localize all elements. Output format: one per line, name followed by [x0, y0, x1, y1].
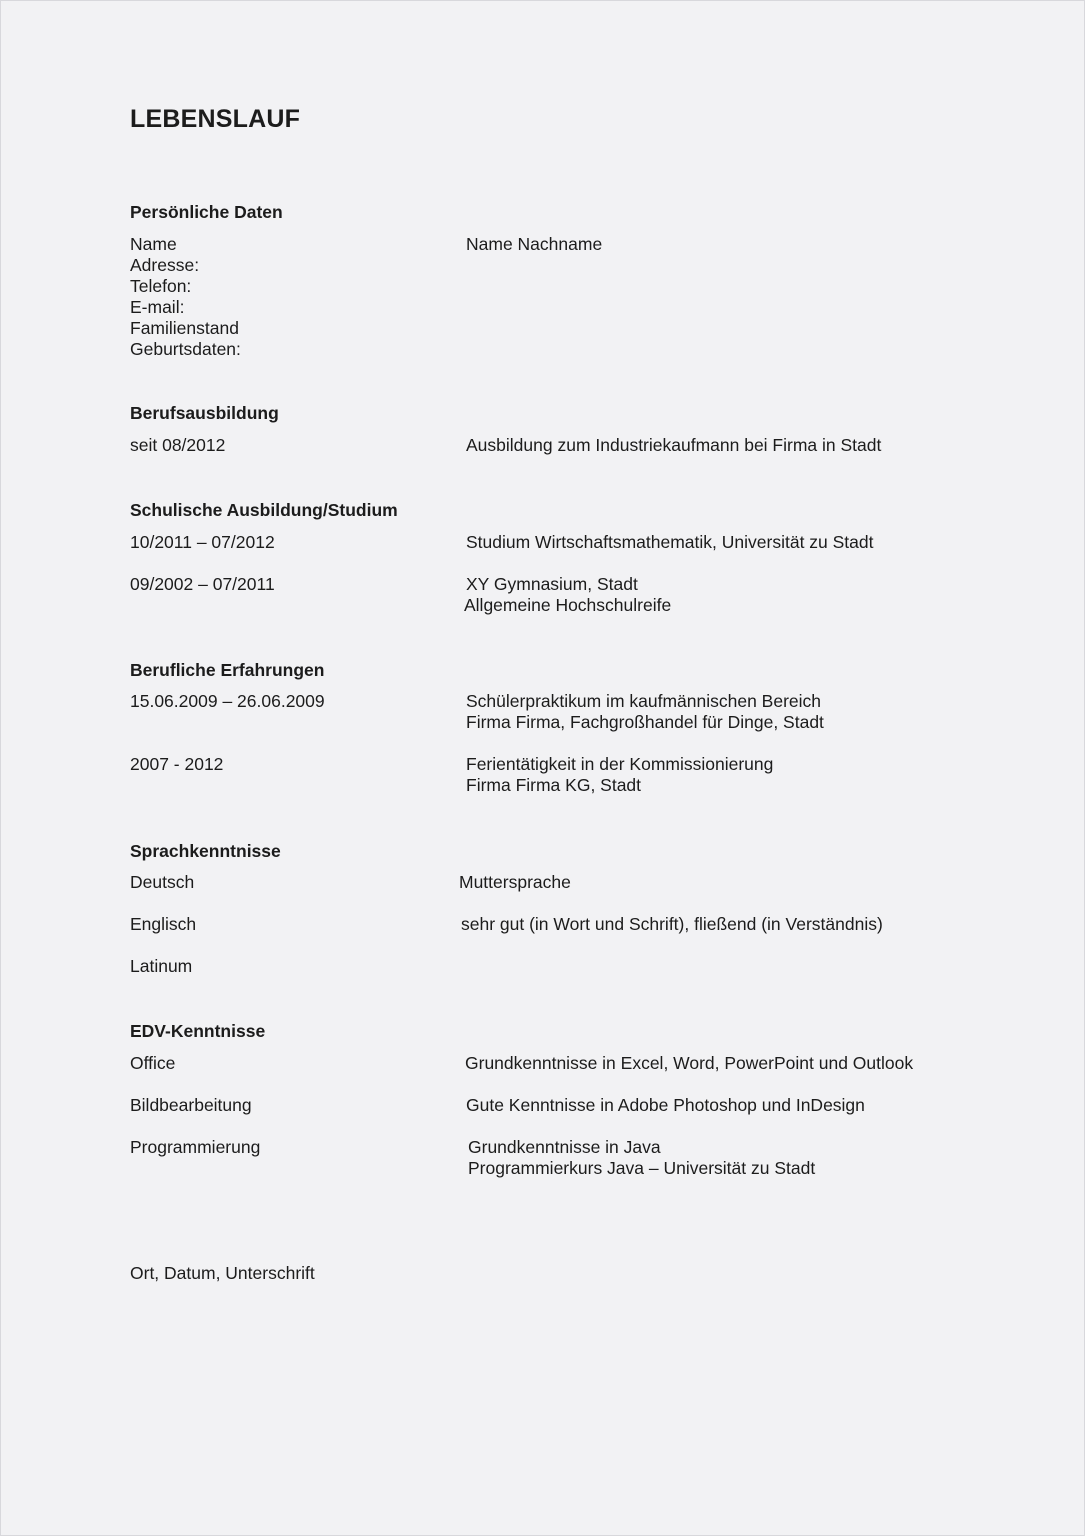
vocational-date: seit 08/2012: [130, 435, 226, 455]
experience-desc: Ferientätigkeit in der Kommissionierung: [466, 754, 774, 774]
section-heading-personal: Persönliche Daten: [130, 202, 283, 222]
skill-desc: Grundkenntnisse in Excel, Word, PowerPoint und Outlook: [465, 1053, 914, 1073]
education-date: 09/2002 – 07/2011: [130, 574, 275, 594]
education-desc-line2: Allgemeine Hochschulreife: [464, 595, 672, 615]
section-heading-education: Schulische Ausbildung/Studium: [130, 500, 398, 520]
skill-desc: Grundkenntnisse in Java: [468, 1137, 661, 1157]
experience-date: 2007 - 2012: [130, 754, 224, 774]
education-desc: XY Gymnasium, Stadt: [466, 574, 638, 594]
value-name: Name Nachname: [466, 234, 603, 254]
section-heading-vocational: Berufsausbildung: [130, 403, 279, 423]
skill-label: Programmierung: [130, 1137, 261, 1157]
language-label: Deutsch: [130, 872, 195, 892]
language-level: Muttersprache: [459, 872, 571, 892]
label-birth-data: Geburtsdaten:: [130, 339, 241, 359]
label-email: E-mail:: [130, 297, 185, 317]
skill-desc-line2: Programmierkurs Java – Universität zu Stadt: [468, 1158, 816, 1178]
skill-desc: Gute Kenntnisse in Adobe Photoshop und InDesign: [466, 1095, 865, 1115]
skill-label: Bildbearbeitung: [130, 1095, 252, 1115]
label-address: Adresse:: [130, 255, 200, 275]
vocational-desc: Ausbildung zum Industriekaufmann bei Firma in Stadt: [466, 435, 882, 455]
section-heading-experience: Berufliche Erfahrungen: [130, 660, 325, 680]
language-level: sehr gut (in Wort und Schrift), fließend (in Verständnis): [461, 914, 883, 934]
language-label: Latinum: [130, 956, 193, 976]
education-date: 10/2011 – 07/2012: [130, 532, 275, 552]
page-title: LEBENSLAUF: [130, 105, 301, 133]
label-phone: Telefon:: [130, 276, 192, 296]
experience-desc-line2: Firma Firma KG, Stadt: [466, 775, 642, 795]
section-heading-languages: Sprachkenntnisse: [130, 841, 281, 861]
signature-line: Ort, Datum, Unterschrift: [130, 1263, 315, 1283]
section-heading-it-skills: EDV-Kenntnisse: [130, 1021, 266, 1041]
experience-date: 15.06.2009 – 26.06.2009: [130, 691, 325, 711]
language-label: Englisch: [130, 914, 197, 934]
skill-label: Office: [130, 1053, 176, 1073]
label-name: Name: [130, 234, 177, 254]
experience-desc-line2: Firma Firma, Fachgroßhandel für Dinge, Stadt: [466, 712, 824, 732]
label-marital-status: Familienstand: [130, 318, 239, 338]
education-desc: Studium Wirtschaftsmathematik, Universität zu Stadt: [466, 532, 874, 552]
experience-desc: Schülerpraktikum im kaufmännischen Bereich: [466, 691, 822, 711]
